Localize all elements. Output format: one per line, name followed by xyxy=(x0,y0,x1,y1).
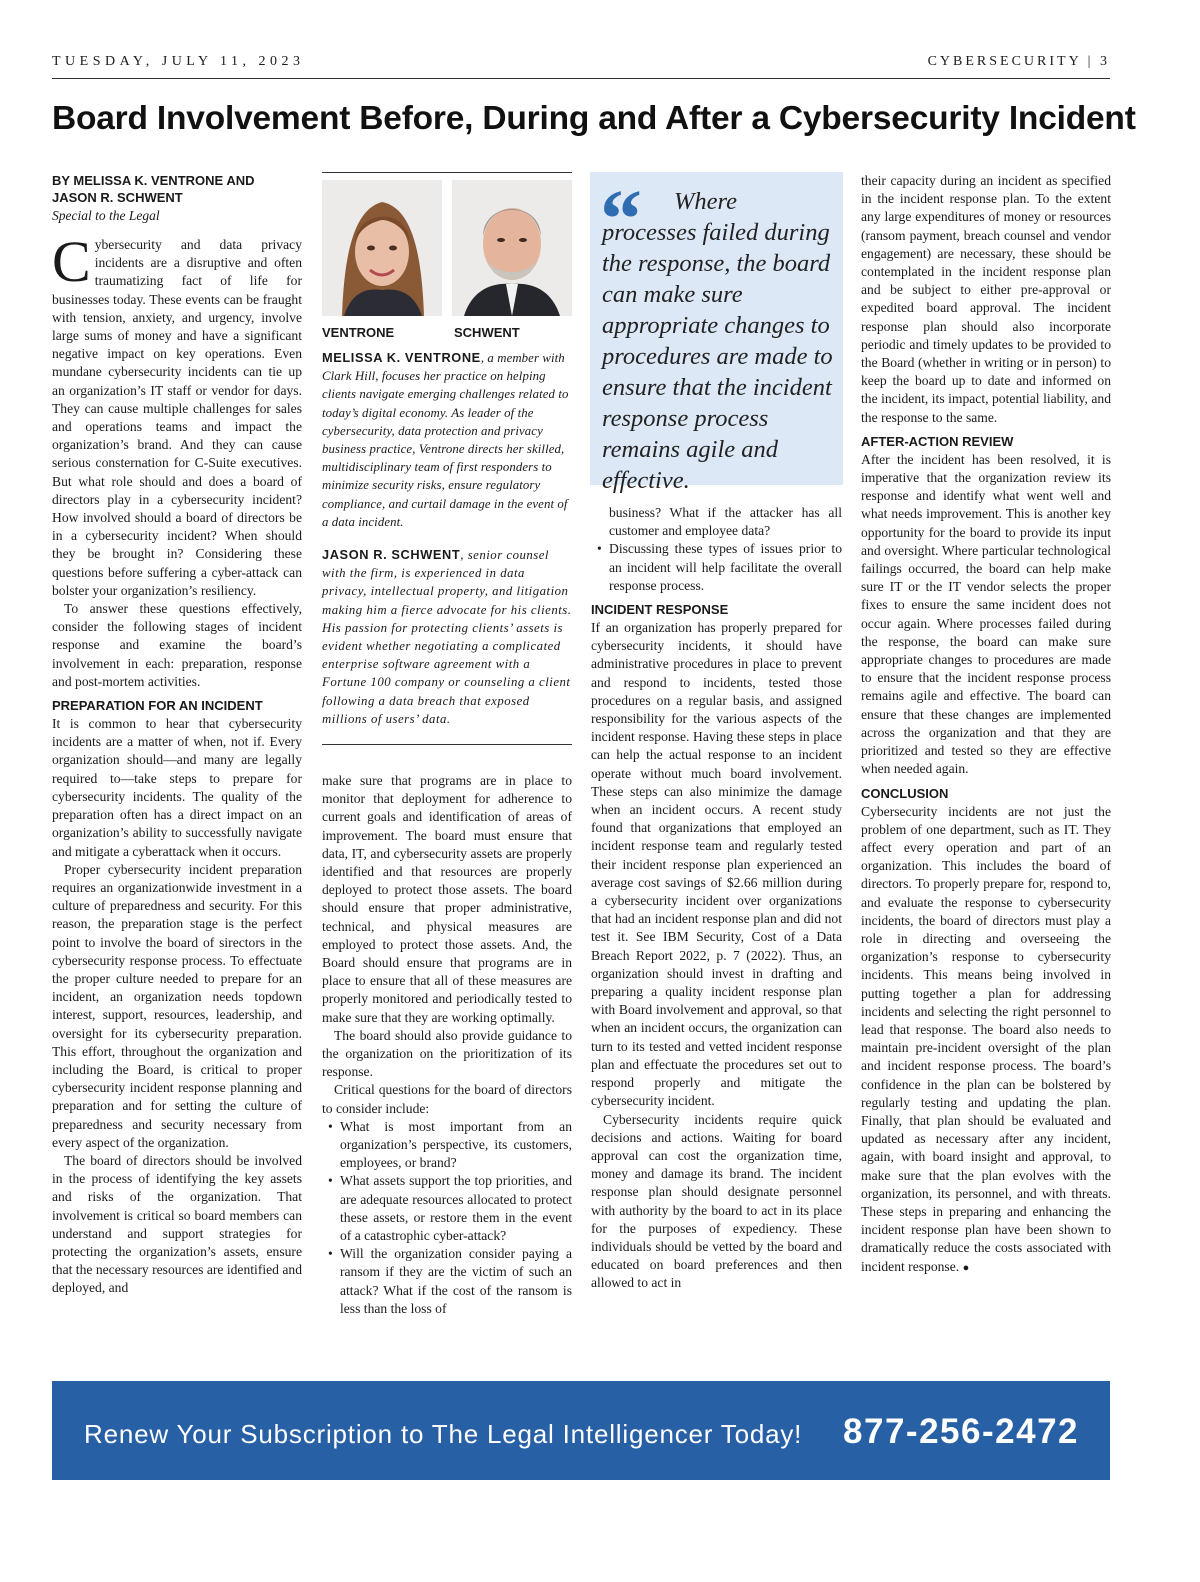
issue-date: TUESDAY, JULY 11, 2023 xyxy=(52,54,305,69)
byline-line-2: JASON R. SCHWENT xyxy=(52,190,183,205)
section-heading-response: INCIDENT RESPONSE xyxy=(591,602,729,618)
section-heading-conclusion: CONCLUSION xyxy=(861,785,949,801)
paragraph: The board of directors should be involved in the process of identifying the key assets and risks of the organization. That involvement is critical so board members can understand and support strategies for protecting the organization’s assets, ensure that the necessary resources are identified and deployed, and xyxy=(52,1152,302,1296)
ventrone-bio: MELISSA K. VENTRONE, a member with Clark Hill, focuses her practice on helping clients navigate emerging challenges related to today’s digital economy. As leader of the cybersecurity, data protection and privacy business practice, Ventrone directs her skilled, multidisciplinary team of first responders to minimize security risks, ensure regulatory compliance, and curtail damage in the event of a data incident. xyxy=(322,350,569,529)
paragraph: Cybersecurity incidents require quick decisions and actions. Waiting for board approval can cost the organization time, money and damage its brand. The incident response plan should designate personnel with authority by the board to act in its place for the purposes of expediency. These individuals should be vetted by the board and educated on board preferences and then allowed to act in xyxy=(591,1111,842,1291)
subscription-banner[interactable] xyxy=(52,1381,1110,1480)
paragraph: It is common to hear that cybersecurity incidents are a matter of when, not if. Every organization should—and many are legally required to—take steps to prepare for cybersecurity incidents. The quality of the preparation often has a direct impact on an organization’s ability to successfully navigate and mitigate a cyberattack when it occurs. xyxy=(52,716,302,859)
ventrone-caption: VENTRONE xyxy=(322,325,395,340)
column-1 xyxy=(52,172,302,1298)
schwent-bio: JASON R. SCHWENT, senior counsel with the firm, is experienced in data privacy, intellectual property, and litigation making him a fierce advocate for his clients. His passion for protecting clients’ assets is evident whether negotiating a complicated enterprise software agreement with a Fortune 100 company or counseling a client following a data breach that exposed millions of users’ data. xyxy=(322,547,572,726)
list-item: • What assets support the top priorities, and are adequate resources allocated to protect these assets, or restore them in the event of a catastrophic cyber-attack? xyxy=(340,1172,572,1245)
end-mark-icon: ● xyxy=(962,1261,970,1274)
paragraph: To answer these questions effectively, consider the following stages of incident response and examine the board’s involvement in each: preparation, response and post-mortem activities. xyxy=(52,601,302,689)
byline-affiliation: Special to the Legal xyxy=(52,208,160,223)
byline-line-1: BY MELISSA K. VENTRONE AND xyxy=(52,173,255,188)
pull-quote xyxy=(590,172,843,494)
paragraph: make sure that programs are in place to monitor that deployment for adherence to current goals and identification of areas of improvement. The board must ensure that data, IT, and cybersecurity assets are properly identified and that resources are properly deployed to protect those assets. The board should ensure that proper administrative, technical, and physical measures are employed to protect those assets. And, the Board should ensure that programs are in place to ensure that all of these measures are properly monitored and periodically tested to make sure that they are working optimally. xyxy=(322,773,572,1025)
list-item-continued: business? What if the attacker has all customer and employee data? xyxy=(609,505,842,539)
list-item: • Will the organization consider paying a ransom if they are the victim of such an attack? What if the cost of the ransom is less than the loss of xyxy=(340,1245,572,1318)
drop-cap: C xyxy=(52,229,91,294)
column-4 xyxy=(861,172,1111,1277)
banner-phone[interactable]: 877-256-2472 xyxy=(843,1412,1079,1451)
author-bios xyxy=(322,349,572,743)
paragraph: After the incident has been resolved, it is imperative that the organization review its response and identify what went well and what needs improvement. This is another key opportunity for the board to provide its input and oversight. Where particular technological failings occurred, the board can help make sure IT or the IT vendor selects the proper fixes to ensure the same incident does not occur again. Where processes failed during the response, the board can make sure appropriate changes to procedures are made to ensure that the incident response process remains agile and effective. The board can ensure that these changes are implemented across the organization and that they are prioritized and tested so they are effective when needed again. xyxy=(861,451,1111,777)
column-2 xyxy=(322,772,572,1318)
byline xyxy=(52,172,302,206)
section-heading-preparation: PREPARATION FOR AN INCIDENT xyxy=(52,698,263,714)
photo-top-rule xyxy=(322,172,572,173)
schwent-photo xyxy=(452,180,572,316)
schwent-caption: SCHWENT xyxy=(454,325,520,340)
paragraph: Critical questions for the board of directors to consider include: xyxy=(322,1082,572,1116)
ventrone-photo xyxy=(322,180,442,316)
intro-paragraph: Cybersecurity and data privacy incidents are a disruptive and often traumatizing fact of life for businesses today. These events can be fraught with tension, anxiety, and urgency, involve large sums of money and have a significant negative impact on key operations. Even mundane cybersecurity incidents can tie up an organization’s IT staff or vendor for days. They can cause multiple challenges for sales and operations teams and impact the organization’s brand. And they can cause serious consternation for C-Suite executives. But what role should and does a board of directors play in a cybersecurity incident? How involved should a board of directors be in a cybersecurity incident? When should they be brought in? Considering these questions before suffering a cyber-attack can bolster your organization’s resiliency. xyxy=(52,229,302,598)
quote-mark-icon: “ xyxy=(600,173,642,266)
paragraph: Cybersecurity incidents are not just the problem of one department, such as IT. They affect every operation and part of an organization. This includes the board of directors. To properly prepare for, respond to, and evaluate the response to cybersecurity incidents, the board of directors must play a role in directing and overseeing the organization’s response to cybersecurity incidents. This means being involved in putting together a plan for addressing incidents and selecting the right personnel to lead that response. The board also needs to maintain pre-incident oversight of the plan and incident response process. The board’s confidence in the plan can be bolstered by regularly testing and updating the plan. Finally, that plan should be evaluated and updated as necessary after any incident, again, with board insight and approval, to make sure that the plan evolves with the organization, its personnel, and with threats. These steps in preparing and enhancing the incident response plan have been shown to dramatically reduce the costs associated with incident response. ● xyxy=(861,803,1111,1274)
paragraph: their capacity during an incident as specified in the incident response plan. To the extent any large expenditures of money or resources (ransom payment, breach counsel and vendor engagement) are necessary, these should be contemplated in the incident response plan and be subject to either pre-approval or expedited board approval. The incident response plan should also incorporate periodic and timely updates to be provided to the Board (whether in writing or in person) to keep the board up to date and informed on the incident, its impact, potential liability, and the response to the same. xyxy=(861,173,1111,425)
pull-quote-text: Where processes failed during the response, the board can make sure appropriate changes to procedures are made to ensure that the incident response process remains agile and effective. xyxy=(602,188,833,494)
bio-bottom-rule xyxy=(322,744,572,745)
section-heading-after-action: AFTER-ACTION REVIEW xyxy=(861,433,1014,449)
article-title: Board Involvement Before, During and After a Cybersecurity Incident xyxy=(52,100,1136,137)
column-3 xyxy=(591,504,842,1293)
paragraph: The board should also provide guidance to the organization on the prioritization of its response. xyxy=(322,1027,572,1080)
header-rule xyxy=(52,78,1110,79)
list-item: • Discussing these types of issues prior to an incident will help facilitate the overall response process. xyxy=(609,540,842,595)
question-list-continued xyxy=(591,504,842,595)
paragraph: Proper cybersecurity incident preparation requires an organizationwide investment in a culture of preparedness and security. For this reason, the preparation stage is the perfect point to involve the board of sirectors in the cybersecurity response process. To effectuate the proper culture needed to prepare for an incident, an organization needs topdown interest, support, resources, leadership, and oversight for its cybersecurity preparation. This effort, throughout the organization and including the Board, is critical to proper cybersecurity incident response planning and preparation and for setting the culture of preparedness and security necessary from every aspect of the organization. xyxy=(52,861,302,1150)
question-list xyxy=(322,1118,572,1318)
section-label: CYBERSECURITY | 3 xyxy=(927,54,1110,69)
banner-text: Renew Your Subscription to The Legal Intelligencer Today! xyxy=(84,1419,803,1449)
list-item: • What is most important from an organization’s perspective, its customers, employees, or brand? xyxy=(340,1118,572,1173)
paragraph: If an organization has properly prepared for cybersecurity incidents, it should have administrative procedures in place to prevent and respond to incidents, tested those procedures on a regular basis, and assigned responsibility for the various aspects of the incident response. Having these steps in place can help the actual response to an incident operate without much board involvement. These steps can also minimize the damage when an incident occurs. A recent study found that organizations that employed an incident response team and regularly tested their incident response plan experienced an average cost savings of $2.66 million during a cybersecurity incident over organizations that had an incident response plan and did not test it. See IBM Security, Cost of a Data Breach Report 2022, p. 7 (2022). Thus, an organization should invest in drafting and preparing a quality incident response plan with Board involvement and approval, so that when an incident occurs, the organization can turn to its tested and vetted incident response plan and effectuate the procedures set out to respond properly and mitigate the cybersecurity incident. xyxy=(591,620,842,1109)
page-header xyxy=(52,52,1110,76)
